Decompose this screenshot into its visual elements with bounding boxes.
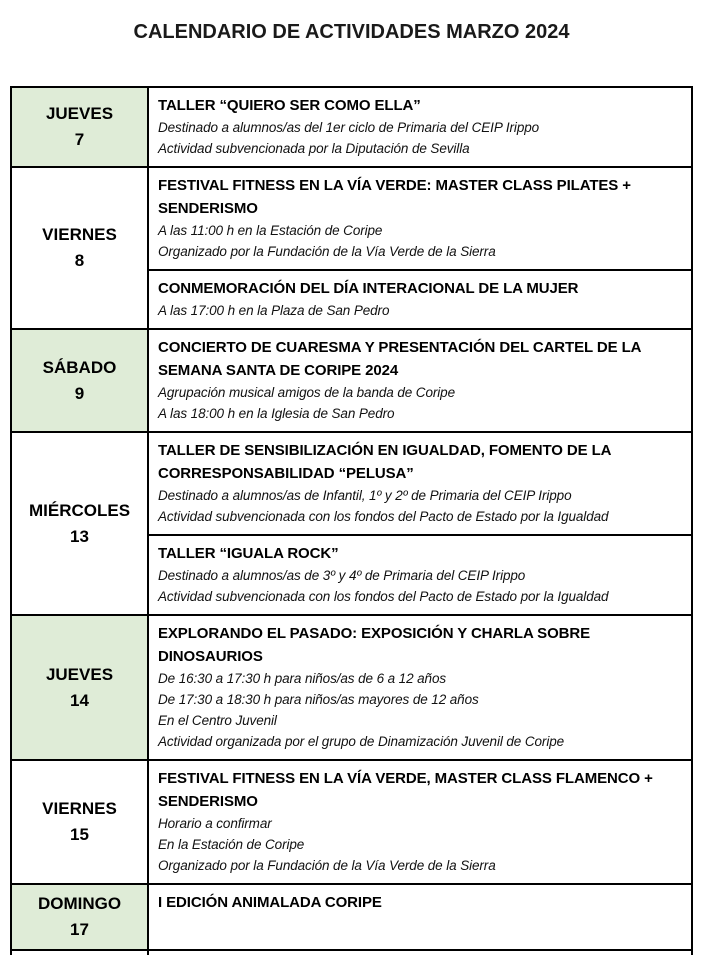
event-detail-line: A las 11:00 h en la Estación de Coripe: [158, 223, 383, 238]
calendar-table: [10, 86, 693, 955]
calendar-row: [12, 883, 691, 949]
day-name: JUEVES: [45, 664, 114, 684]
day-number: 17: [70, 920, 89, 939]
event-detail-line: Destinado a alumnos/as de 3º y 4º de Primaria del CEIP Irippo: [158, 568, 526, 583]
calendar-row: [12, 328, 691, 431]
event-detail-line: En el Centro Juvenil: [158, 713, 277, 728]
event-detail-line: Organizado por la Fundación de la Vía Verde de la Sierra: [158, 244, 496, 259]
event-title: CONCIERTO DE CUARESMA Y PRESENTACIÓN DEL CARTEL DE LA SEMANA SANTA DE CORIPE 2024: [158, 339, 641, 379]
day-name: SÁBADO: [42, 357, 117, 377]
day-number: 14: [70, 690, 89, 710]
event-detail-line: Agrupación musical amigos de la banda de Coripe: [158, 385, 455, 400]
event-detail-line: Destinado a alumnos/as del 1er ciclo de Primaria del CEIP Irippo: [158, 120, 540, 135]
events-column: [149, 330, 691, 431]
event-detail-line: A las 18:00 h en la Iglesia de San Pedro: [158, 406, 395, 421]
day-name: DOMINGO: [37, 894, 122, 913]
event-title: FESTIVAL FITNESS EN LA VÍA VERDE, MASTER CLASS FLAMENCO + SENDERISMO: [158, 770, 653, 810]
events-column: [149, 885, 691, 949]
calendar-row: [12, 166, 691, 328]
event-details: [158, 300, 681, 321]
event-detail-line: Actividad subvencionada por la Diputación de Sevilla: [158, 141, 470, 156]
event-detail-line: De 16:30 a 17:30 h para niños/as de 6 a 12 años: [158, 671, 447, 686]
event-detail-line: Organizado por la Fundación de la Vía Verde de la Sierra: [158, 858, 496, 873]
day-cell: [12, 330, 149, 431]
partial-day-cell: [12, 951, 149, 955]
event-title: EXPLORANDO EL PASADO: EXPOSICIÓN Y CHARLA SOBRE DINOSAURIOS: [158, 625, 591, 665]
day-cell: [12, 168, 149, 328]
event-detail-line: Actividad subvencionada con los fondos del Pacto de Estado por la Igualdad: [158, 589, 609, 604]
event-title: TALLER “IGUALA ROCK”: [158, 545, 339, 562]
day-cell: [12, 616, 149, 759]
event-detail-line: Actividad subvencionada con los fondos del Pacto de Estado por la Igualdad: [158, 509, 609, 524]
day-cell: [12, 433, 149, 614]
calendar-row: [12, 431, 691, 614]
day-number: 9: [74, 383, 85, 403]
events-column: [149, 88, 691, 166]
event-title: I EDICIÓN ANIMALADA CORIPE: [158, 894, 382, 911]
events-column: [149, 168, 691, 328]
event-details: [158, 813, 681, 876]
day-name: VIERNES: [42, 225, 117, 244]
event-cell: [149, 534, 691, 614]
events-column: [149, 616, 691, 759]
day-number: 7: [74, 130, 85, 149]
event-cell: [149, 88, 691, 166]
event-detail-line: En la Estación de Coripe: [158, 837, 305, 852]
page-title: CALENDARIO DE ACTIVIDADES MARZO 2024: [133, 21, 570, 43]
day-name: VIERNES: [42, 799, 117, 818]
calendar-row: [12, 759, 691, 883]
event-cell: [149, 885, 691, 949]
event-details: [158, 565, 681, 607]
day-number: 8: [74, 251, 85, 270]
calendar-row: [12, 88, 691, 166]
event-detail-line: De 17:30 a 18:30 h para niños/as mayores de 12 años: [158, 692, 479, 707]
event-cell: [149, 269, 691, 328]
partial-next-row: [12, 949, 691, 955]
event-details: [158, 485, 681, 527]
event-title: TALLER DE SENSIBILIZACIÓN EN IGUALDAD, FOMENTO DE LA CORRESPONSABILIDAD “PELUSA”: [158, 442, 611, 482]
event-details: [158, 220, 681, 262]
event-cell: [149, 168, 691, 269]
day-number: 13: [70, 526, 89, 546]
event-details: [158, 117, 681, 159]
event-cell: [149, 433, 691, 534]
event-detail-line: Actividad organizada por el grupo de Dinamización Juvenil de Coripe: [158, 734, 565, 749]
event-title: FESTIVAL FITNESS EN LA VÍA VERDE: MASTER CLASS PILATES + SENDERISMO: [158, 177, 631, 217]
event-details: [158, 382, 681, 424]
event-detail-line: A las 17:00 h en la Plaza de San Pedro: [158, 303, 390, 318]
event-detail-line: Horario a confirmar: [158, 816, 272, 831]
events-column: [149, 761, 691, 883]
day-name: JUEVES: [45, 104, 114, 123]
event-title: TALLER “QUIERO SER COMO ELLA”: [158, 97, 421, 114]
day-cell: [12, 761, 149, 883]
day-name: MIÉRCOLES: [28, 500, 131, 520]
event-cell: [149, 616, 691, 759]
day-number: 15: [70, 825, 89, 844]
event-detail-line: Destinado a alumnos/as de Infantil, 1º y 2º de Primaria del CEIP Irippo: [158, 488, 572, 503]
events-column: [149, 433, 691, 614]
event-title: CONMEMORACIÓN DEL DÍA INTERACIONAL DE LA MUJER: [158, 280, 579, 297]
day-cell: [12, 885, 149, 949]
calendar-row: [12, 614, 691, 759]
event-details: [158, 668, 681, 752]
event-cell: [149, 761, 691, 883]
event-cell: [149, 330, 691, 431]
day-cell: [12, 88, 149, 166]
